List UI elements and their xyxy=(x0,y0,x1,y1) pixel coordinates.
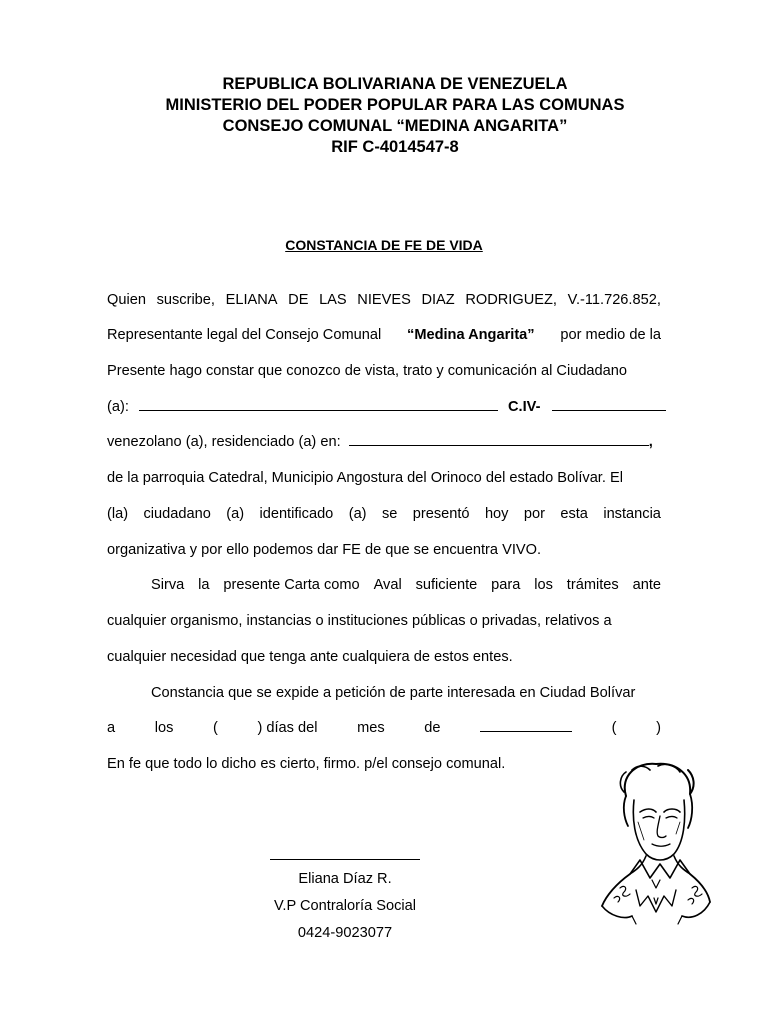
body-line-11: cualquier necesidad que tenga ante cualquiera de estos entes. xyxy=(107,649,513,665)
document-title xyxy=(0,237,768,253)
word: para xyxy=(491,577,521,593)
word: (la) xyxy=(107,506,129,522)
body-line-2 xyxy=(107,326,661,344)
word: DIAZ xyxy=(421,292,455,308)
word: LAS xyxy=(319,292,347,308)
word: hoy xyxy=(484,506,509,522)
body-line-8: organizativa y por ello podemos dar FE de que se encuentra VIVO. xyxy=(107,542,542,558)
word: ( xyxy=(212,720,218,736)
paren-close: ) xyxy=(656,720,661,736)
word: suscribe, xyxy=(156,292,215,308)
word: DE xyxy=(288,292,309,308)
word: ELIANA xyxy=(225,292,278,308)
body-line-6: de la parroquia Catedral, Municipio Angostura del Orinoco del estado Bolívar. El xyxy=(107,470,623,486)
body-line-10: cualquier organismo, instancias o instituciones públicas o privadas, relativos a xyxy=(107,613,612,629)
header-republic: REPUBLICA BOLIVARIANA DE VENEZUELA xyxy=(222,75,568,93)
word: esta xyxy=(560,506,588,522)
word: (a) xyxy=(348,506,367,522)
id-number-blank[interactable] xyxy=(552,398,666,411)
text-segment: por medio de la xyxy=(560,327,661,343)
body-line-7 xyxy=(107,505,661,523)
word: presentó xyxy=(412,506,470,522)
body-line-9 xyxy=(151,576,661,594)
word: Quien xyxy=(107,292,146,308)
bolivar-portrait-image xyxy=(596,756,714,926)
word: (a) xyxy=(226,506,245,522)
word: ante xyxy=(632,577,661,593)
body-line-12: Constancia que se expide a petición de parte interesada en Ciudad Bolívar xyxy=(151,685,636,701)
text-segment: (a): xyxy=(107,399,129,415)
text-segment: venezolano (a), residenciado (a) en: xyxy=(107,434,341,450)
word: se xyxy=(381,506,398,522)
word: a xyxy=(107,720,116,736)
body-line-14: En fe que todo lo dicho es cierto, firmo. p/el consejo comunal. xyxy=(107,756,506,772)
header-ministry: MINISTERIO DEL PODER POPULAR PARA LAS COMUNAS xyxy=(165,96,625,114)
title-text: CONSTANCIA DE FE DE VIDA xyxy=(285,237,483,253)
month-blank[interactable] xyxy=(480,719,572,732)
document-header xyxy=(0,74,768,158)
body-line-3: Presente hago constar que conozco de vista, trato y comunicación al Ciudadano xyxy=(107,363,628,379)
body-line-4 xyxy=(107,398,661,416)
word: Sirva xyxy=(151,577,185,593)
word: trámites xyxy=(566,577,619,593)
word: identificado xyxy=(259,506,334,522)
word: por xyxy=(523,506,545,522)
paren-open: ( xyxy=(611,720,617,736)
header-rif: RIF C-4014547-8 xyxy=(331,138,459,156)
word: mes xyxy=(357,720,385,736)
body-line-13 xyxy=(107,719,661,737)
word: suficiente xyxy=(415,577,478,593)
signer-role: V.P Contraloría Social xyxy=(274,898,416,914)
signer-phone: 0424-9023077 xyxy=(297,925,393,941)
word: Aval xyxy=(373,577,402,593)
civ-label: C.IV- xyxy=(508,399,541,415)
word: instancia xyxy=(603,506,661,522)
citizen-name-blank[interactable] xyxy=(139,398,498,411)
body-line-5 xyxy=(107,433,661,451)
word: ) días del xyxy=(257,720,318,736)
word: NIEVES xyxy=(357,292,411,308)
comma: , xyxy=(648,434,653,450)
residence-blank[interactable] xyxy=(349,433,649,446)
council-name-bold: “Medina Angarita” xyxy=(407,327,535,343)
word: ciudadano xyxy=(143,506,211,522)
word: los xyxy=(154,720,174,736)
word: RODRIGUEZ, xyxy=(465,292,557,308)
word: V.-11.726.852, xyxy=(567,292,661,308)
text-segment: Representante legal del Consejo Comunal xyxy=(107,327,382,343)
header-council: CONSEJO COMUNAL “MEDINA ANGARITA” xyxy=(222,117,568,135)
word: de xyxy=(424,720,441,736)
word: presente Carta como xyxy=(223,577,360,593)
signer-name: Eliana Díaz R. xyxy=(298,871,392,887)
signature-line xyxy=(270,859,420,860)
word: la xyxy=(198,577,210,593)
body-line-1 xyxy=(107,291,661,309)
word: los xyxy=(534,577,553,593)
